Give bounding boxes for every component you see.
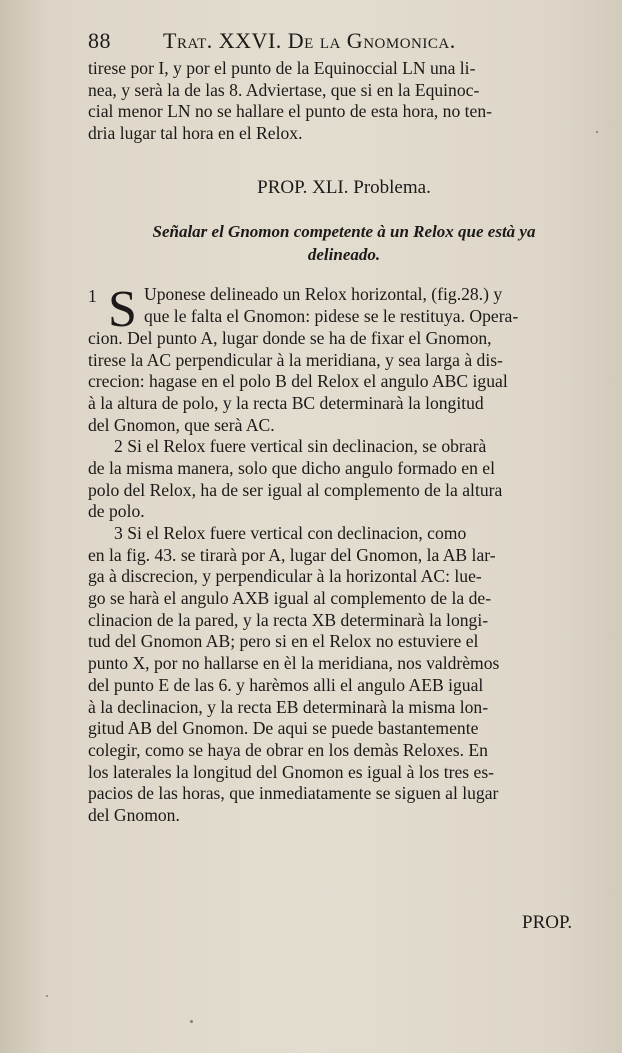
catchword: PROP. (522, 912, 573, 933)
text-line: dria lugar tal hora en el Relox. (88, 123, 303, 144)
text-line: pacios de las horas, que inmediatamente se siguen al lugar (88, 783, 499, 804)
paper-speck (46, 995, 48, 997)
text-line: cion. Del punto A, lugar donde se ha de fixar el Gnomon, (88, 327, 492, 348)
text-line: 2 Si el Relox fuere vertical sin declinacion, se obrarà (114, 436, 487, 457)
text-line: colegir, como se haya de obrar en los demàs Reloxes. En (88, 739, 488, 760)
paragraph-3 (88, 523, 600, 827)
drop-cap: S (108, 281, 137, 339)
text-line: nea, y serà la de las 8. Adviertase, que si en la Equinoc- (88, 79, 480, 100)
text-line: gitud AB del Gnomon. De aqui se puede bastantemente (88, 718, 479, 739)
text-line: tud del Gnomon AB; pero si en el Relox no estuviere el (88, 631, 479, 652)
text-line: polo del Relox, ha de ser igual al complemento de la altura (88, 479, 503, 500)
page-body (88, 58, 600, 827)
text-line: tirese por I, y por el punto de la Equinoccial LN una li- (88, 58, 476, 78)
text-line: tirese la AC perpendicular à la meridiana, y sea larga à dis- (88, 349, 503, 370)
running-title: Trat. XXVI. De la Gnomonica. (163, 28, 456, 53)
text-line: de polo. (88, 501, 145, 522)
text-line: punto X, por no hallarse en èl la meridiana, nos valdrèmos (88, 653, 500, 674)
text-line: en la fig. 43. se tirarà por A, lugar del Gnomon, la AB lar- (88, 544, 496, 565)
text-line: los laterales la longitud del Gnomon es igual à los tres es- (88, 761, 495, 782)
text-line: Uponese delineado un Relox horizontal, (fig.28.) y (144, 284, 503, 305)
text-line: del Gnomon. (88, 804, 180, 825)
paragraph-number: 1 (88, 286, 97, 307)
text-line: ga à discrecion, y perpendicular à la horizontal AC: lue- (88, 566, 482, 587)
text-line: à la declinacion, y la recta EB determinarà la misma lon- (88, 696, 489, 717)
paragraph-2 (88, 436, 600, 523)
paper-speck (190, 1020, 193, 1023)
text-line: à la altura de polo, y la recta BC determinarà la longitud (88, 392, 484, 413)
text-line: del Gnomon, que serà AC. (88, 414, 275, 435)
paragraph-1 (88, 281, 600, 436)
text-line: cial menor LN no se hallare el punto de esta hora, no ten- (88, 101, 493, 122)
text-line: 3 Si el Relox fuere vertical con declinacion, como (114, 523, 467, 543)
page-header (88, 28, 533, 54)
proposition-statement-line: Señalar el Gnomon competente à un Relox que està ya (152, 222, 536, 242)
proposition-statement-line: delineado. (307, 245, 381, 265)
text-line: de la misma manera, solo que dicho angulo formado en el (88, 457, 495, 478)
text-line: del punto E de las 6. y harèmos alli el angulo AEB igual (88, 674, 484, 695)
text-line: go se harà el angulo AXB igual al complemento de la de- (88, 588, 492, 609)
text-line: crecion: hagase en el polo B del Relox el angulo ABC igual (88, 371, 508, 392)
intro-text (88, 58, 600, 145)
paper-speck (596, 131, 598, 133)
text-line: clinacion de la pared, y la recta XB determinarà la longi- (88, 609, 489, 630)
page-number: 88 (88, 28, 111, 53)
proposition-title: PROP. XLI. Problema. (257, 177, 431, 199)
text-line: que le falta el Gnomon: pidese se le restituya. Opera- (144, 306, 519, 327)
